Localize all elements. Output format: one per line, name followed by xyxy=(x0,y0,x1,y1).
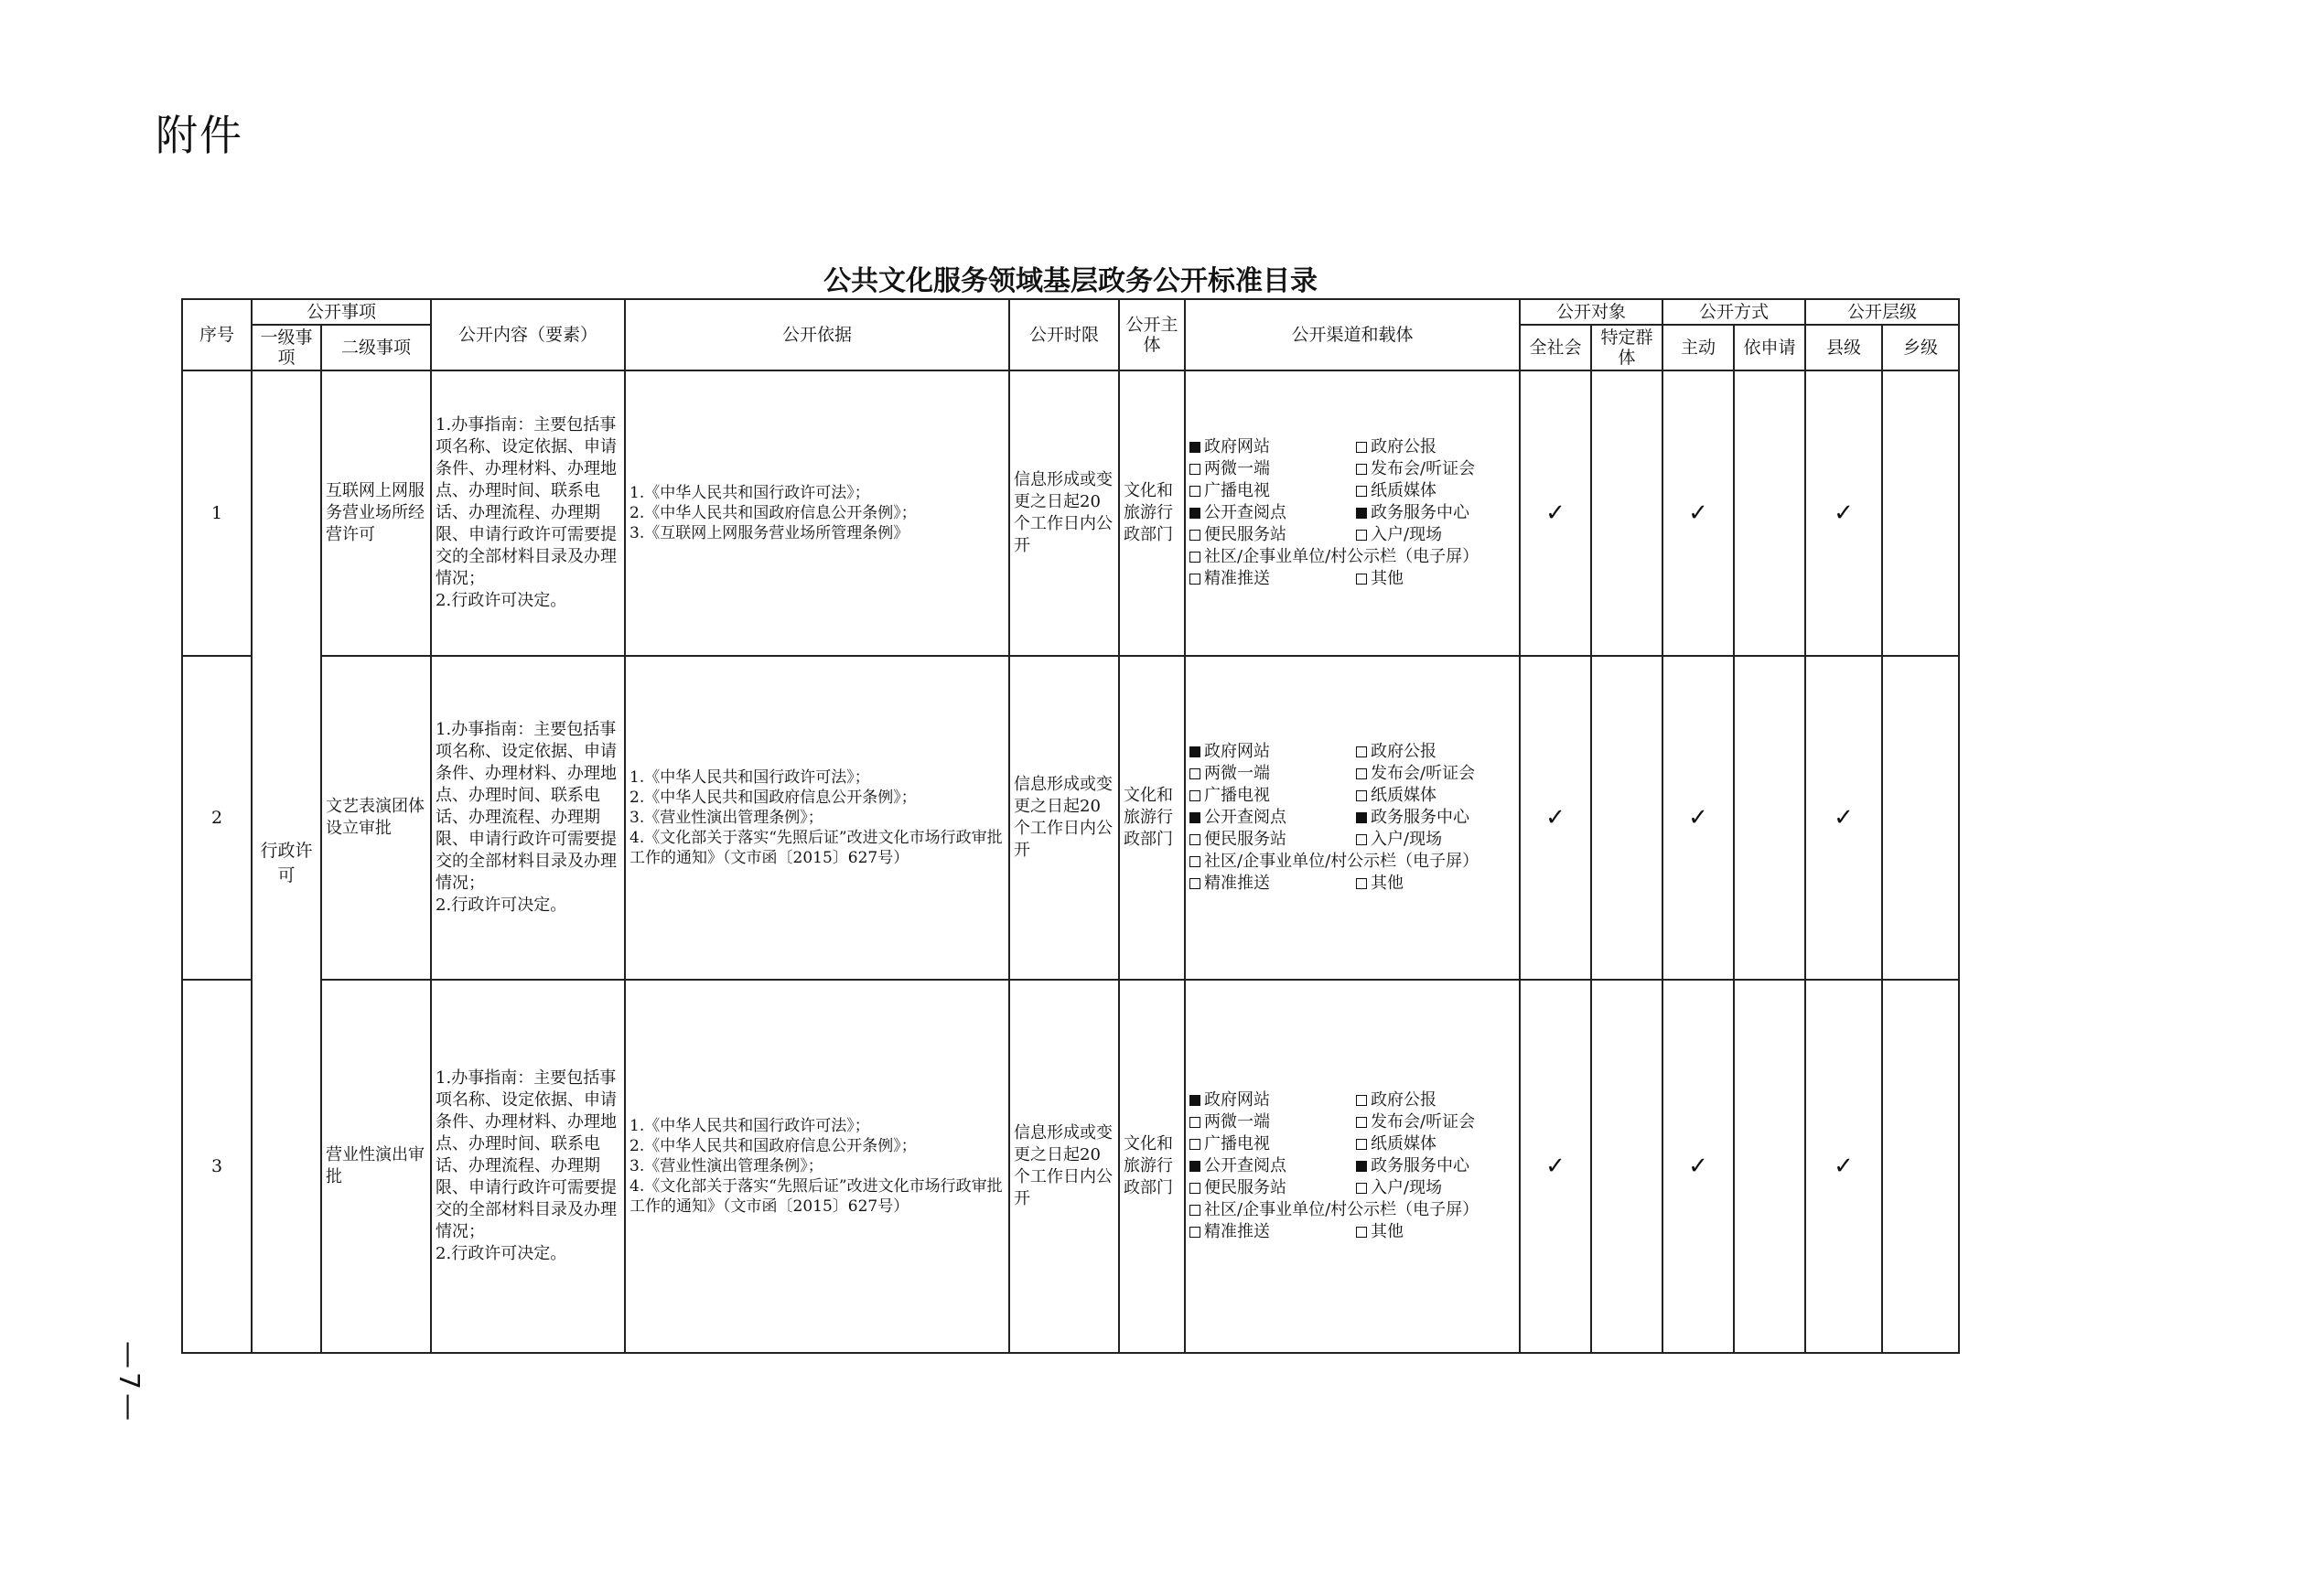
channel-item-two-micro-one xyxy=(1189,458,1349,480)
channel-item-service-center xyxy=(1356,807,1515,829)
audience-all-check-icon: ✓ xyxy=(1520,656,1591,980)
channel-item-other xyxy=(1356,568,1515,590)
audience-specific-cell xyxy=(1591,370,1662,656)
unchecked-box-icon xyxy=(1189,1139,1200,1150)
unchecked-box-icon xyxy=(1356,464,1367,475)
audience-all-check-icon: ✓ xyxy=(1520,370,1591,656)
unchecked-box-icon xyxy=(1356,1183,1367,1194)
channel-label: 政务服务中心 xyxy=(1371,1156,1470,1175)
level-town-cell xyxy=(1882,980,1959,1353)
channel-label: 政务服务中心 xyxy=(1371,808,1470,827)
basis-item: 4.《文化部关于落实“先照后证”改进文化市场行政审批工作的通知》（文市函〔2015〕627号） xyxy=(629,1177,1003,1216)
unchecked-box-icon xyxy=(1189,530,1200,541)
unchecked-box-icon xyxy=(1189,878,1200,889)
level-county-check-icon: ✓ xyxy=(1805,370,1882,656)
unchecked-box-icon xyxy=(1189,464,1200,475)
unchecked-box-icon xyxy=(1189,790,1200,801)
channel-label: 政务服务中心 xyxy=(1371,503,1470,522)
basis-item: 2.《中华人民共和国政府信息公开条例》； xyxy=(629,504,917,522)
channel-item-gov-website xyxy=(1189,1089,1349,1111)
channels-grid xyxy=(1189,741,1515,895)
method-request-cell xyxy=(1734,370,1805,656)
unchecked-box-icon xyxy=(1189,574,1200,585)
header-subject: 公开主体 xyxy=(1119,299,1185,370)
header-basis: 公开依据 xyxy=(625,299,1009,370)
document-title: 公共文化服务领域基层政务公开标准目录 xyxy=(823,265,1318,297)
channel-label: 其他 xyxy=(1371,569,1404,588)
header-level-town: 乡级 xyxy=(1882,325,1959,370)
basis-item: 3.《营业性演出管理条例》； xyxy=(629,1157,823,1175)
channel-label: 精准推送 xyxy=(1204,874,1271,893)
unchecked-box-icon xyxy=(1189,834,1200,845)
channel-label: 发布会/听证会 xyxy=(1371,764,1476,783)
unchecked-box-icon xyxy=(1189,1183,1200,1194)
seq-cell: 3 xyxy=(182,980,252,1353)
channel-item-two-micro-one xyxy=(1189,763,1349,785)
header-level: 公开层级 xyxy=(1805,299,1959,325)
channel-label: 广播电视 xyxy=(1204,1134,1271,1153)
basis-item: 3.《互联网上网服务营业场所管理条例》 xyxy=(629,524,909,542)
channel-item-broadcast-tv xyxy=(1189,480,1349,502)
channel-label: 广播电视 xyxy=(1204,786,1271,805)
header-audience-all: 全社会 xyxy=(1520,325,1591,370)
header-level2: 二级事项 xyxy=(321,325,431,370)
channel-item-broadcast-tv xyxy=(1189,1133,1349,1155)
unchecked-box-icon xyxy=(1189,1117,1200,1128)
channels-cell xyxy=(1185,656,1520,980)
table-row xyxy=(182,980,1959,1353)
header-channels: 公开渠道和载体 xyxy=(1185,299,1520,370)
unchecked-box-icon xyxy=(1189,768,1200,779)
channel-label: 社区/企事业单位/村公示栏（电子屏） xyxy=(1204,852,1479,871)
channel-item-paper-media xyxy=(1356,1133,1515,1155)
channel-label: 其他 xyxy=(1371,874,1404,893)
checked-box-icon xyxy=(1189,746,1200,757)
checked-box-icon xyxy=(1189,508,1200,519)
header-time-limit: 公开时限 xyxy=(1009,299,1119,370)
unchecked-box-icon xyxy=(1189,552,1200,563)
checked-box-icon xyxy=(1356,1161,1367,1172)
basis-cell xyxy=(625,656,1009,980)
channel-label: 便民服务站 xyxy=(1204,525,1287,544)
channel-item-precise-push xyxy=(1189,568,1349,590)
content-cell: 1.办事指南：主要包括事项名称、设定依据、申请条件、办理材料、办理地点、办理时间、联系电话、办理流程、办理期限、申请行政许可需要提交的全部材料目录及办理情况； 2.行政许可决定。 xyxy=(431,370,625,656)
channel-label: 便民服务站 xyxy=(1204,1178,1287,1197)
header-seq: 序号 xyxy=(182,299,252,370)
channel-item-door-to-door xyxy=(1356,829,1515,851)
subject-cell: 文化和旅游行政部门 xyxy=(1119,656,1185,980)
channel-item-other xyxy=(1356,1221,1515,1243)
channel-item-gov-gazette xyxy=(1356,436,1515,458)
unchecked-box-icon xyxy=(1356,834,1367,845)
channel-item-paper-media xyxy=(1356,480,1515,502)
channel-item-bulletin xyxy=(1189,1199,1515,1221)
audience-all-check-icon: ✓ xyxy=(1520,980,1591,1353)
channel-item-precise-push xyxy=(1189,1221,1349,1243)
channels-grid xyxy=(1189,1089,1515,1243)
channel-label: 便民服务站 xyxy=(1204,830,1287,849)
table-row xyxy=(182,656,1959,980)
checked-box-icon xyxy=(1189,812,1200,823)
time-limit-cell: 信息形成或变更之日起20个工作日内公开 xyxy=(1009,370,1119,656)
unchecked-box-icon xyxy=(1356,486,1367,497)
level-town-cell xyxy=(1882,656,1959,980)
header-audience-specific: 特定群体 xyxy=(1591,325,1662,370)
channel-item-bulletin xyxy=(1189,851,1515,873)
unchecked-box-icon xyxy=(1356,746,1367,757)
seq-cell: 2 xyxy=(182,656,252,980)
channel-label: 精准推送 xyxy=(1204,1222,1271,1241)
channels-cell xyxy=(1185,370,1520,656)
channel-label: 入户/现场 xyxy=(1371,1178,1443,1197)
unchecked-box-icon xyxy=(1356,1139,1367,1150)
channel-item-gov-website xyxy=(1189,741,1349,763)
channel-label: 其他 xyxy=(1371,1222,1404,1241)
channel-item-paper-media xyxy=(1356,785,1515,807)
method-request-cell xyxy=(1734,980,1805,1353)
subject-cell: 文化和旅游行政部门 xyxy=(1119,980,1185,1353)
channel-label: 政府公报 xyxy=(1371,1090,1437,1110)
channel-label: 两微一端 xyxy=(1204,459,1271,478)
channels-cell xyxy=(1185,980,1520,1353)
header-method: 公开方式 xyxy=(1662,299,1805,325)
channel-label: 发布会/听证会 xyxy=(1371,1112,1476,1132)
channel-item-gov-website xyxy=(1189,436,1349,458)
unchecked-box-icon xyxy=(1356,790,1367,801)
unchecked-box-icon xyxy=(1356,442,1367,453)
unchecked-box-icon xyxy=(1356,1095,1367,1106)
level1-cell: 行政许可 xyxy=(252,370,321,1353)
channel-label: 社区/企事业单位/村公示栏（电子屏） xyxy=(1204,1200,1479,1219)
channel-label: 入户/现场 xyxy=(1371,525,1443,544)
level2-cell: 营业性演出审批 xyxy=(321,980,431,1353)
channel-label: 两微一端 xyxy=(1204,764,1271,783)
channel-label: 两微一端 xyxy=(1204,1112,1271,1132)
unchecked-box-icon xyxy=(1189,1205,1200,1216)
basis-cell xyxy=(625,980,1009,1353)
unchecked-box-icon xyxy=(1189,1227,1200,1238)
channel-label: 政府公报 xyxy=(1371,437,1437,456)
unchecked-box-icon xyxy=(1356,878,1367,889)
channel-label: 入户/现场 xyxy=(1371,830,1443,849)
channel-item-door-to-door xyxy=(1356,1177,1515,1199)
basis-item: 2.《中华人民共和国政府信息公开条例》； xyxy=(629,789,917,807)
channel-item-service-center xyxy=(1356,1155,1515,1177)
checked-box-icon xyxy=(1189,1161,1200,1172)
channel-item-other xyxy=(1356,873,1515,895)
channel-item-service-station xyxy=(1189,524,1349,546)
basis-item: 3.《营业性演出管理条例》； xyxy=(629,809,823,827)
method-active-check-icon: ✓ xyxy=(1662,980,1734,1353)
level-town-cell xyxy=(1882,370,1959,656)
channel-item-door-to-door xyxy=(1356,524,1515,546)
level2-cell: 文艺表演团体设立审批 xyxy=(321,656,431,980)
header-public-items: 公开事项 xyxy=(252,299,431,325)
method-active-check-icon: ✓ xyxy=(1662,656,1734,980)
method-request-cell xyxy=(1734,656,1805,980)
header-audience: 公开对象 xyxy=(1520,299,1662,325)
channel-label: 政府网站 xyxy=(1204,437,1271,456)
unchecked-box-icon xyxy=(1189,486,1200,497)
level-county-check-icon: ✓ xyxy=(1805,656,1882,980)
standard-catalog-table xyxy=(181,298,1960,1354)
checked-box-icon xyxy=(1356,812,1367,823)
basis-cell xyxy=(625,370,1009,656)
channel-item-gov-gazette xyxy=(1356,741,1515,763)
channel-item-precise-push xyxy=(1189,873,1349,895)
audience-specific-cell xyxy=(1591,980,1662,1353)
header-level-county: 县级 xyxy=(1805,325,1882,370)
channel-item-gov-gazette xyxy=(1356,1089,1515,1111)
channel-label: 公开查阅点 xyxy=(1204,808,1287,827)
channel-label: 精准推送 xyxy=(1204,569,1271,588)
basis-item: 1.《中华人民共和国行政许可法》； xyxy=(629,768,870,787)
channel-item-press-conf xyxy=(1356,458,1515,480)
channel-label: 广播电视 xyxy=(1204,481,1271,500)
header-method-request: 依申请 xyxy=(1734,325,1805,370)
checked-box-icon xyxy=(1189,1095,1200,1106)
unchecked-box-icon xyxy=(1356,1117,1367,1128)
content-cell: 1.办事指南：主要包括事项名称、设定依据、申请条件、办理材料、办理地点、办理时间、联系电话、办理流程、办理期限、申请行政许可需要提交的全部材料目录及办理情况； 2.行政许可决定。 xyxy=(431,656,625,980)
header-level1: 一级事项 xyxy=(252,325,321,370)
channel-item-reading-point xyxy=(1189,502,1349,524)
unchecked-box-icon xyxy=(1356,574,1367,585)
channel-item-broadcast-tv xyxy=(1189,785,1349,807)
channel-label: 纸质媒体 xyxy=(1371,1134,1437,1153)
checked-box-icon xyxy=(1189,442,1200,453)
basis-item: 4.《文化部关于落实“先照后证”改进文化市场行政审批工作的通知》（文市函〔2015〕627号） xyxy=(629,829,1003,867)
channel-label: 纸质媒体 xyxy=(1371,786,1437,805)
header-method-active: 主动 xyxy=(1662,325,1734,370)
basis-item: 1.《中华人民共和国行政许可法》； xyxy=(629,1117,870,1135)
channel-item-service-center xyxy=(1356,502,1515,524)
channel-label: 公开查阅点 xyxy=(1204,1156,1287,1175)
channel-item-two-micro-one xyxy=(1189,1111,1349,1133)
channel-label: 政府公报 xyxy=(1371,742,1437,761)
time-limit-cell: 信息形成或变更之日起20个工作日内公开 xyxy=(1009,656,1119,980)
time-limit-cell: 信息形成或变更之日起20个工作日内公开 xyxy=(1009,980,1119,1353)
unchecked-box-icon xyxy=(1356,1227,1367,1238)
audience-specific-cell xyxy=(1591,656,1662,980)
basis-item: 2.《中华人民共和国政府信息公开条例》； xyxy=(629,1137,917,1155)
unchecked-box-icon xyxy=(1189,856,1200,867)
unchecked-box-icon xyxy=(1356,768,1367,779)
channel-label: 纸质媒体 xyxy=(1371,481,1437,500)
level2-cell: 互联网上网服务营业场所经营许可 xyxy=(321,370,431,656)
checked-box-icon xyxy=(1356,508,1367,519)
channel-item-reading-point xyxy=(1189,807,1349,829)
channel-item-service-station xyxy=(1189,1177,1349,1199)
channel-item-reading-point xyxy=(1189,1155,1349,1177)
header-content: 公开内容（要素） xyxy=(431,299,625,370)
method-active-check-icon: ✓ xyxy=(1662,370,1734,656)
page-number: —7— xyxy=(113,1341,145,1425)
unchecked-box-icon xyxy=(1356,530,1367,541)
subject-cell: 文化和旅游行政部门 xyxy=(1119,370,1185,656)
table-row xyxy=(182,370,1959,656)
attachment-label: 附件 xyxy=(156,111,243,160)
channel-label: 政府网站 xyxy=(1204,1090,1271,1110)
channel-item-service-station xyxy=(1189,829,1349,851)
channel-label: 政府网站 xyxy=(1204,742,1271,761)
level-county-check-icon: ✓ xyxy=(1805,980,1882,1353)
channels-grid xyxy=(1189,436,1515,590)
channel-item-press-conf xyxy=(1356,763,1515,785)
channel-label: 发布会/听证会 xyxy=(1371,459,1476,478)
channel-item-press-conf xyxy=(1356,1111,1515,1133)
basis-item: 1.《中华人民共和国行政许可法》； xyxy=(629,484,870,502)
channel-label: 社区/企事业单位/村公示栏（电子屏） xyxy=(1204,547,1479,566)
channel-item-bulletin xyxy=(1189,546,1515,568)
channel-label: 公开查阅点 xyxy=(1204,503,1287,522)
seq-cell: 1 xyxy=(182,370,252,656)
content-cell: 1.办事指南：主要包括事项名称、设定依据、申请条件、办理材料、办理地点、办理时间、联系电话、办理流程、办理期限、申请行政许可需要提交的全部材料目录及办理情况； 2.行政许可决定。 xyxy=(431,980,625,1353)
